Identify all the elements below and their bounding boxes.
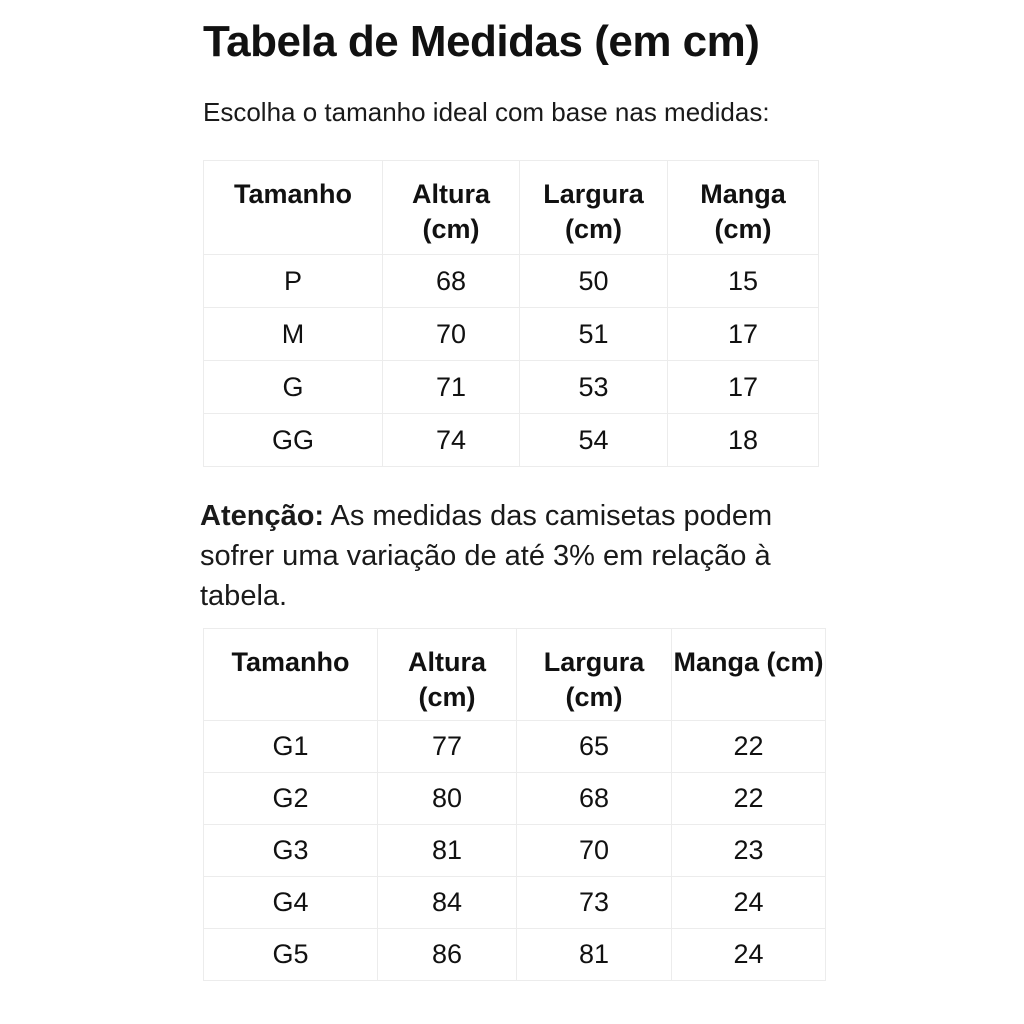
notice-label: Atenção: [200, 500, 325, 532]
size-cell: GG [204, 414, 383, 467]
width-cell: 54 [520, 414, 668, 467]
height-cell: 68 [383, 255, 520, 308]
table-row [204, 877, 826, 929]
width-cell: 50 [520, 255, 668, 308]
column-header-width: Largura (cm) [520, 161, 668, 255]
size-variation-notice [200, 496, 840, 616]
size-cell: G2 [204, 773, 378, 825]
table-row [204, 825, 826, 877]
height-cell: 70 [383, 308, 520, 361]
size-table-standard [203, 160, 819, 467]
height-cell: 86 [378, 929, 517, 981]
size-cell: M [204, 308, 383, 361]
column-header-sleeve: Manga (cm) [668, 161, 819, 255]
width-cell: 51 [520, 308, 668, 361]
column-header-size: Tamanho [204, 161, 383, 255]
sleeve-cell: 22 [672, 773, 826, 825]
size-cell: G5 [204, 929, 378, 981]
table-row [204, 361, 819, 414]
table-header-row [204, 629, 826, 721]
table-row [204, 929, 826, 981]
width-cell: 81 [517, 929, 672, 981]
height-cell: 74 [383, 414, 520, 467]
column-header-height: Altura (cm) [383, 161, 520, 255]
width-cell: 53 [520, 361, 668, 414]
page-title: Tabela de Medidas (em cm) [203, 17, 760, 66]
sleeve-cell: 24 [672, 877, 826, 929]
width-cell: 65 [517, 721, 672, 773]
sleeve-cell: 23 [672, 825, 826, 877]
column-header-width: Largura (cm) [517, 629, 672, 721]
sleeve-cell: 24 [672, 929, 826, 981]
sleeve-cell: 18 [668, 414, 819, 467]
height-cell: 77 [378, 721, 517, 773]
table-row [204, 414, 819, 467]
width-cell: 68 [517, 773, 672, 825]
height-cell: 80 [378, 773, 517, 825]
size-table-plus [203, 628, 826, 981]
table-row [204, 255, 819, 308]
column-header-size: Tamanho [204, 629, 378, 721]
height-cell: 71 [383, 361, 520, 414]
notice-text: As medidas das camisetas podem sofrer uma variação de até 3% em relação à tabela. [200, 500, 773, 612]
size-cell: P [204, 255, 383, 308]
sleeve-cell: 17 [668, 361, 819, 414]
sleeve-cell: 17 [668, 308, 819, 361]
table-row [204, 721, 826, 773]
size-cell: G3 [204, 825, 378, 877]
size-cell: G [204, 361, 383, 414]
column-header-height: Altura (cm) [378, 629, 517, 721]
size-cell: G4 [204, 877, 378, 929]
size-cell: G1 [204, 721, 378, 773]
width-cell: 70 [517, 825, 672, 877]
table-row [204, 308, 819, 361]
page-subtitle: Escolha o tamanho ideal com base nas medidas: [203, 97, 770, 127]
sleeve-cell: 22 [672, 721, 826, 773]
column-header-sleeve: Manga (cm) [672, 629, 826, 721]
sleeve-cell: 15 [668, 255, 819, 308]
table-row [204, 773, 826, 825]
height-cell: 84 [378, 877, 517, 929]
height-cell: 81 [378, 825, 517, 877]
width-cell: 73 [517, 877, 672, 929]
table-header-row [204, 161, 819, 255]
